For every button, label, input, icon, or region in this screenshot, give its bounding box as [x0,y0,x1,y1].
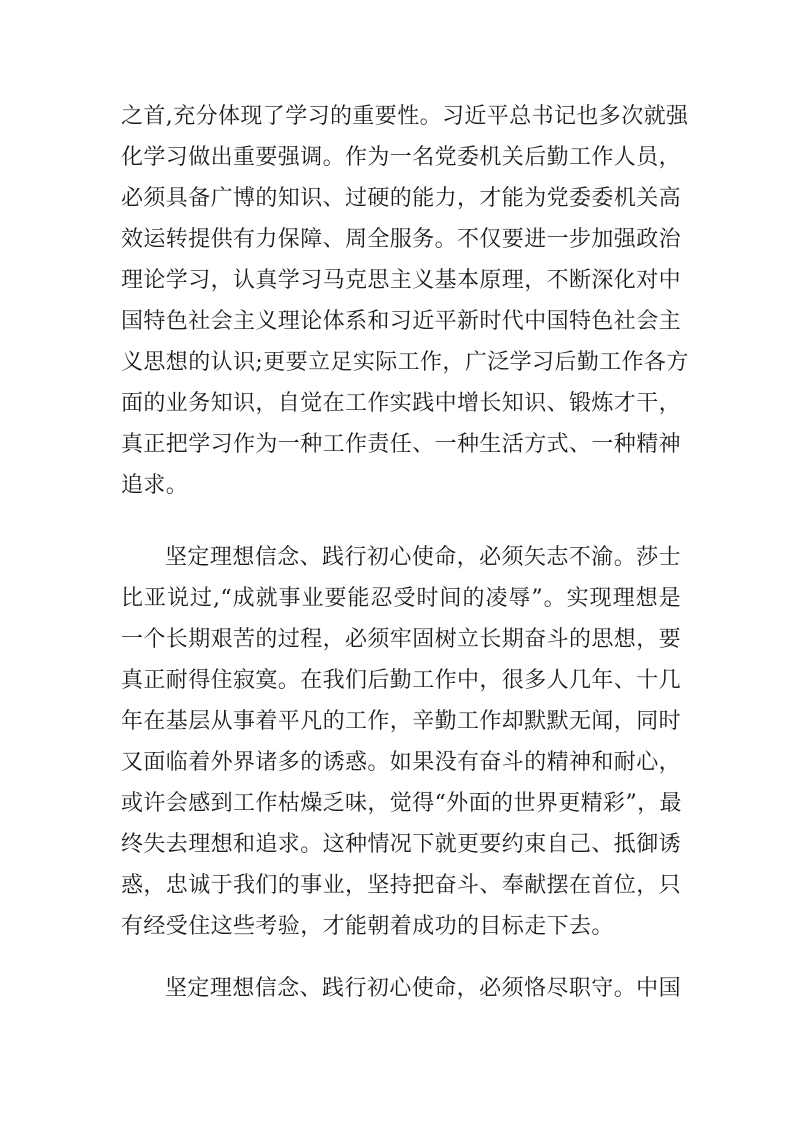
paragraph-line: 义思想的认识;更要立足实际工作，广泛学习后勤工作各方 [121,350,689,375]
paragraph-line: 又面临着外界诸多的诱惑。如果没有奋斗的精神和耐心， [121,750,682,775]
paragraph-perseverance [121,537,681,947]
paragraph-line: 有经受住这些考验，才能朝着成功的目标走下去。 [121,914,614,939]
paragraph-line: 一个长期艰苦的过程，必须牢固树立长期奋斗的思想，要 [121,627,682,652]
paragraph-line: 年在基层从事着平凡的工作，辛勤工作却默默无闻，同时 [121,709,682,734]
paragraph-line: 之首,充分体现了学习的重要性。习近平总书记也多次就强 [121,104,689,129]
paragraph-line: 真正把学习作为一种工作责任、一种生活方式、一种精神 [121,432,682,457]
paragraph-line: 真正耐得住寂寞。在我们后勤工作中，很多人几年、十几 [121,668,682,693]
paragraph-line: 效运转提供有力保障、周全服务。不仅要进一步加强政治 [121,227,682,252]
paragraph-line: 终失去理想和追求。这种情况下就更要约束自己、抵御诱 [121,832,682,857]
paragraph-line: 必须具备广博的知识、过硬的能力，才能为党委委机关高 [121,186,682,211]
paragraph-line: 坚定理想信念、践行初心使命，必须恪尽职守。中国 [165,976,681,1001]
paragraph-line: 国特色社会主义理论体系和习近平新时代中国特色社会主 [121,309,682,334]
paragraph-line: 或许会感到工作枯燥乏味，觉得“外面的世界更精彩”，最 [121,791,682,816]
paragraph-dedication [121,968,681,1009]
paragraph-line: 化学习做出重要强调。作为一名党委机关后勤工作人员， [121,145,682,170]
paragraph-study-importance [121,96,689,506]
paragraph-line: 坚定理想信念、践行初心使命，必须矢志不渝。莎士 [165,545,681,570]
paragraph-line: 面的业务知识，自觉在工作实践中增长知识、锻炼才干， [121,391,682,416]
paragraph-line: 追求。 [121,473,189,498]
paragraph-line: 比亚说过,“成就事业要能忍受时间的凌辱”。实现理想是 [121,586,681,611]
paragraph-line: 惑，忠诚于我们的事业，坚持把奋斗、奉献摆在首位，只 [121,873,682,898]
paragraph-line: 理论学习，认真学习马克思主义基本原理，不断深化对中 [121,268,682,293]
